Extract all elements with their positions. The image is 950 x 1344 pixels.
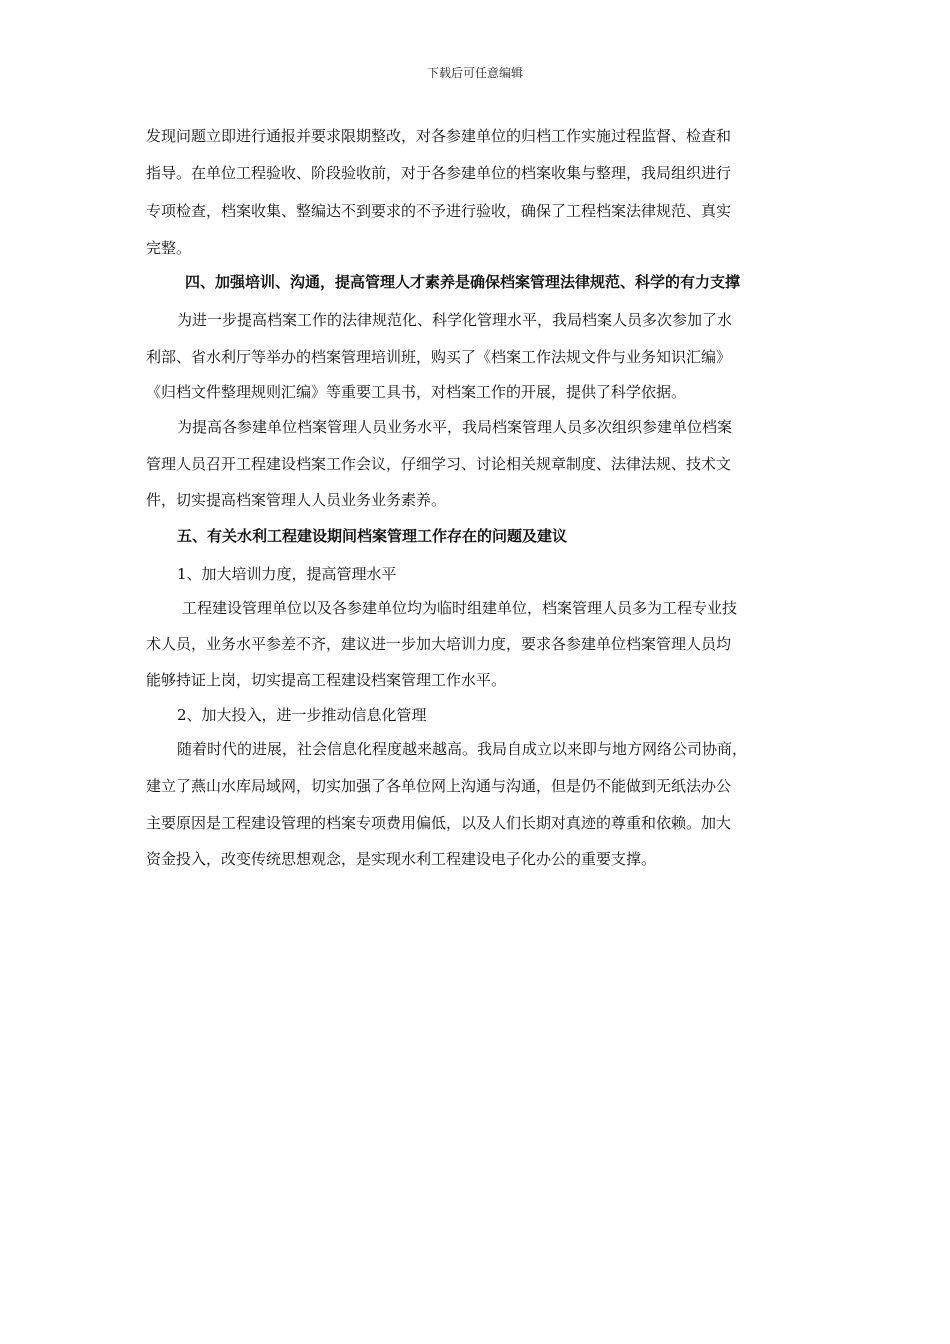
section-heading-5: 五、有关水利工程建设期间档案管理工作存在的问题及建议 [177, 527, 568, 545]
body-line: 发现问题立即进行通报并要求限期整改，对各参建单位的归档工作实施过程监督、检查和 [146, 127, 732, 145]
page-header: 下载后可任意编辑 [426, 66, 523, 80]
subheading-1: 1、加大培训力度，提高管理水平 [177, 565, 397, 583]
body-line: 随着时代的进展，社会信息化程度越来越高。我局自成立以来即与地方网络公司协商， [177, 740, 748, 758]
body-line: 完整。 [146, 239, 192, 257]
body-line: 管理人员召开工程建设档案工作会议，仔细学习、讨论相关规章制度、法律法规、技术文 [146, 455, 732, 473]
body-line: 利部、省水利厅等举办的档案管理培训班，购买了《档案工作法规文件与业务知识汇编》 [146, 348, 732, 366]
section-heading-4: 四、加强培训、沟通，提高管理人才素养是确保档案管理法律规范、科学的有力支撑 [185, 273, 741, 291]
body-line: 工程建设管理单位以及各参建单位均为临时组建单位，档案管理人员多为工程专业技 [182, 599, 738, 617]
body-line: 指导。在单位工程验收、阶段验收前，对于各参建单位的档案收集与整理，我局组织进行 [146, 164, 732, 182]
body-line: 建立了燕山水库局域网，切实加强了各单位网上沟通与沟通，但是仍不能做到无纸法办公 [146, 777, 732, 795]
body-line: 为进一步提高档案工作的法律规范化、科学化管理水平，我局档案人员多次参加了水 [177, 311, 733, 329]
body-line: 资金投入，改变传统思想观念，是实现水利工程建设电子化办公的重要支撑。 [146, 850, 657, 868]
body-line: 能够持证上岗，切实提高工程建设档案管理工作水平。 [146, 671, 507, 689]
body-line: 《归档文件整理规则汇编》等重要工具书，对档案工作的开展，提供了科学依据。 [146, 383, 687, 401]
body-line: 为提高各参建单位档案管理人员业务水平，我局档案管理人员多次组织参建单位档案 [177, 418, 733, 436]
body-line: 专项检查，档案收集、整编达不到要求的不予进行验收，确保了工程档案法律规范、真实 [146, 202, 732, 220]
subheading-2: 2、加大投入，进一步推动信息化管理 [177, 706, 427, 724]
body-line: 主要原因是工程建设管理的档案专项费用偏低，以及人们长期对真迹的尊重和依赖。加大 [146, 814, 732, 832]
body-line: 术人员，业务水平参差不齐，建议进一步加大培训力度，要求各参建单位档案管理人员均 [146, 635, 732, 653]
body-line: 件，切实提高档案管理人人员业务业务素养。 [146, 491, 447, 509]
